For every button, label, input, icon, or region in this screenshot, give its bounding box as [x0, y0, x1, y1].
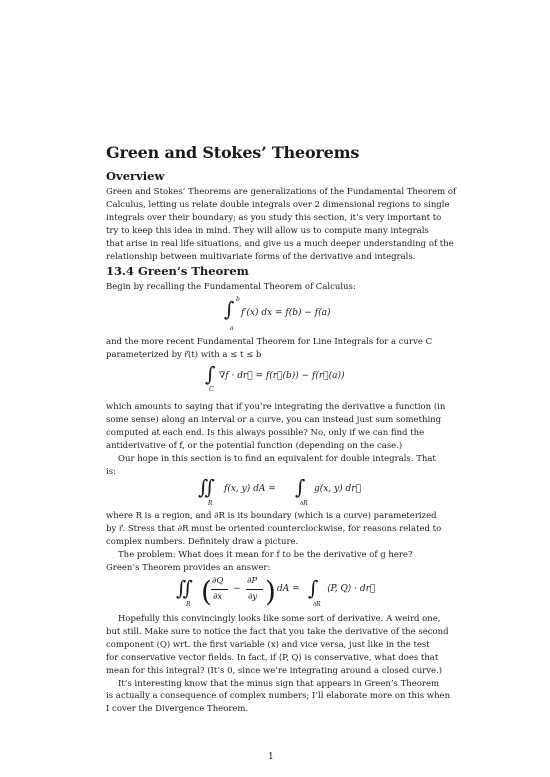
text-line: some sense) along an interval or a curve, you can instead just sum something [106, 414, 442, 425]
minus-sign: − [233, 584, 241, 594]
intro-line: Begin by recalling the Fundamental Theorem of Calculus: [106, 282, 356, 292]
right-paren: ) [265, 575, 276, 608]
fraction-bar [246, 589, 263, 590]
paragraph [106, 336, 456, 362]
text-line: relationship between multivariate forms of the derivative and integrals. [106, 251, 416, 262]
paragraph [106, 401, 456, 478]
lhs-expression: f(x, y) dA = [224, 484, 276, 494]
text-line: computed at each end. Is this always possible? No, only if we can find the [106, 427, 425, 438]
area-element: dA = [277, 584, 300, 594]
text-line: antiderivative of f, or the potential function (depending on the case.) [106, 440, 403, 451]
document-title: Green and Stokes’ Theorems [106, 143, 360, 162]
text-line: I cover the Divergence Theorem. [106, 704, 249, 715]
fraction-numerator: ∂P [247, 576, 258, 586]
text-line: Our hope in this section is to find an equivalent for double integrals. That [118, 453, 436, 464]
text-line: component (Q) wrt. the first variable (x) and vice versa, just like in the test [106, 639, 430, 650]
text-line: integrals over their boundary; as you study this section, it’s very important to [106, 212, 442, 223]
region-subscript: R [186, 601, 191, 608]
fraction-denominator: ∂x [213, 592, 223, 602]
left-paren: ( [201, 575, 212, 608]
overview-heading: Overview [106, 169, 165, 183]
text-line: that arise in real life situations, and give us a much deeper understanding of the [106, 238, 454, 249]
text-line: It’s interesting know that the minus sign that appears in Green’s Theorem [118, 678, 440, 689]
double-integral-sign: ∬ [176, 576, 194, 600]
paragraph [106, 510, 456, 575]
text-line: which amounts to saying that if you’re integrating the derivative a function (in [106, 402, 446, 412]
integral-sign: ∫ [205, 362, 216, 386]
text-line: complex numbers. Definitely draw a picture. [106, 536, 299, 547]
paragraph [106, 613, 456, 716]
fraction-bar [211, 589, 228, 590]
text-line: but still. Make sure to notice the fact that you take the derivative of the second [106, 626, 449, 637]
text-line: Green and Stokes’ Theorems are generalizations of the Fundamental Theorem of [106, 187, 457, 197]
integral-sign: ∫ [295, 475, 306, 499]
page-number: 1 [268, 752, 274, 762]
text-line: Calculus, letting us relate double integrals over 2 dimensional regions to single [106, 199, 450, 210]
text-line: Hopefully this convincingly looks like some sort of derivative. A weird one, [118, 614, 441, 624]
text-line: try to keep this idea in mind. They will allow us to compute many integrals [106, 225, 429, 236]
text-line: Green’s Theorem provides an answer: [106, 562, 271, 573]
rhs-expression: ⟨P, Q⟩ · dr⃗ [327, 584, 376, 594]
rhs-expression: g(x, y) dr⃗ [314, 484, 361, 494]
fraction-denominator: ∂y [248, 592, 258, 602]
boundary-subscript: ∂R [313, 601, 321, 608]
section-heading: 13.4 Green’s Theorem [106, 264, 249, 278]
text-line: is: [106, 466, 116, 477]
upper-limit: b [236, 296, 240, 303]
text-line: The problem: What does it mean for f to be the derivative of g here? [118, 549, 413, 560]
text-line: is actually a consequence of complex numbers; I’ll elaborate more on this when [106, 691, 451, 702]
boundary-subscript: ∂R [300, 500, 308, 507]
text-line: and the more recent Fundamental Theorem for Line Integrals for a curve C [106, 337, 433, 347]
equation-body: f′(x) dx = f(b) − f(a) [241, 308, 331, 318]
integral-sign: ∫ [308, 576, 319, 600]
lower-limit: a [230, 325, 234, 332]
text-line: where R is a region, and ∂R is its boundary (which is a curve) parameterized [106, 511, 437, 521]
text-line: mean for this integral? (It’s 0, since we’re integrating around a closed curve.) [106, 665, 443, 676]
overview-paragraph [106, 186, 456, 263]
integral-sign: ∫ [224, 297, 235, 321]
text-line: by r⃗. Stress that ∂R must be oriented counterclockwise, for reasons related to [106, 523, 442, 534]
double-integral-sign: ∬ [198, 475, 216, 499]
lower-limit: C [209, 386, 214, 393]
region-subscript: R [208, 500, 213, 507]
equation-body: ∇f · dr⃗ = f(r⃗(b)) − f(r⃗(a)) [219, 371, 345, 381]
fraction-numerator: ∂Q [212, 576, 224, 586]
text-line: for conservative vector fields. In fact, if ⟨P, Q⟩ is conservative, what does that [106, 652, 439, 663]
text-line: parameterized by r⃗(t) with a ≤ t ≤ b [106, 349, 262, 360]
